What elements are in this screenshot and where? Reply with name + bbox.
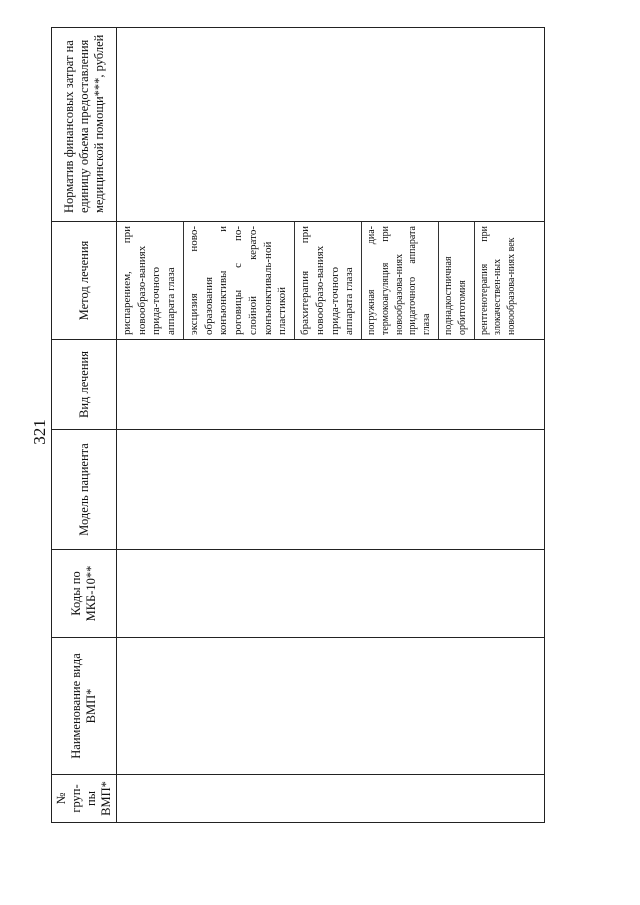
page-number: 321 (30, 419, 49, 445)
cell-treatment-methods (117, 222, 545, 340)
method-item: брахитерапия при новообразо-ваниях прида-точного аппарата глаза (294, 222, 361, 339)
header-cost-norm: Норматив финансовых затрат на единицу объема предоставления медицинской помощи***, рублей (52, 28, 117, 222)
method-item: риспарением, при новообразо-ваниях прида-точного аппарата глаза (121, 226, 178, 335)
header-icd-codes: Коды по МКБ-10** (52, 550, 117, 638)
method-item: поднадкостничная орбитотомия (438, 222, 474, 339)
header-vmp-name: Наименование вида ВМП* (52, 638, 117, 775)
method-item: эксцизия ново-образования конъюнктивы и роговицы с по-слойной керато-конъюнктиваль-ной пластикой (183, 222, 294, 339)
table-header-row (52, 28, 117, 823)
cell-cost-norm (117, 28, 545, 222)
header-patient-model: Модель пациента (52, 430, 117, 550)
cell-group-number (117, 775, 545, 823)
header-group-number: № груп-пы ВМП* (52, 775, 117, 823)
cell-vmp-name (117, 638, 545, 775)
table-region (51, 28, 545, 823)
table-row (117, 28, 545, 823)
cell-icd-codes (117, 550, 545, 638)
cell-patient-model (117, 430, 545, 550)
method-item: погружная диа-термокоагуляция при новообразова-ниях придаточного аппарата глаза (361, 222, 438, 339)
vmp-table (51, 27, 545, 823)
cell-treatment-type (117, 340, 545, 430)
header-treatment-type: Вид лечения (52, 340, 117, 430)
header-treatment-method: Метод лечения (52, 222, 117, 340)
method-item: рентгенотерапия при злокачествен-ных новообразова-ниях век (474, 222, 523, 339)
